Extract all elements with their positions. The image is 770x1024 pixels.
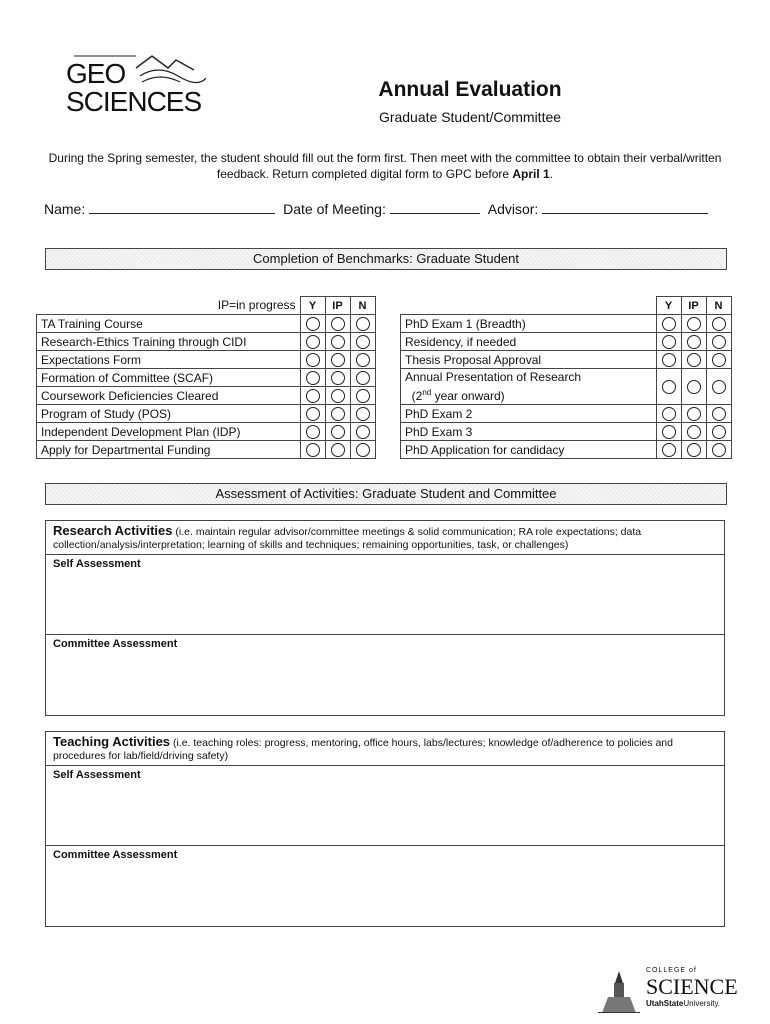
radio-ip[interactable] — [687, 335, 701, 349]
committee-assessment-label: Committee Assessment — [53, 638, 178, 650]
radio-y[interactable] — [662, 353, 676, 367]
radio-ip[interactable] — [331, 443, 345, 457]
item-label: Residency, if needed — [401, 333, 657, 351]
radio-ip[interactable] — [331, 335, 345, 349]
radio-y[interactable] — [662, 407, 676, 421]
table-row — [401, 441, 732, 459]
radio-n[interactable] — [712, 335, 726, 349]
radio-ip[interactable] — [687, 353, 701, 367]
instructions-end: . — [549, 167, 554, 181]
logo-text-sciences: SCIENCES — [66, 86, 202, 117]
radio-y[interactable] — [662, 443, 676, 457]
usu-text-rest: University. — [683, 999, 721, 1008]
advisor-label: Advisor: — [487, 201, 539, 217]
col-n: N — [350, 297, 375, 315]
info-line — [44, 200, 712, 217]
annual-line2-sup: nd — [422, 388, 432, 397]
item-label-annual — [401, 369, 657, 405]
teaching-activities-box — [45, 731, 725, 927]
radio-ip[interactable] — [331, 317, 345, 331]
date-field[interactable] — [390, 200, 480, 214]
radio-y[interactable] — [306, 407, 320, 421]
radio-y[interactable] — [662, 335, 676, 349]
name-label: Name: — [44, 201, 86, 217]
radio-n[interactable] — [356, 407, 370, 421]
annual-line2-post: year onward) — [431, 389, 505, 403]
table-row — [37, 333, 376, 351]
item-label: PhD Exam 1 (Breadth) — [401, 315, 657, 333]
table-row — [37, 405, 376, 423]
radio-ip[interactable] — [331, 407, 345, 421]
table-row — [37, 315, 376, 333]
radio-n[interactable] — [356, 425, 370, 439]
radio-ip[interactable] — [331, 425, 345, 439]
col-y: Y — [656, 297, 681, 315]
teaching-desc: (i.e. teaching roles: progress, mentoring, office hours, labs/lectures; knowledge of/adherence to policies and procedures for lab/field/driving safety) — [53, 737, 673, 762]
old-main-tower-icon — [598, 969, 640, 1013]
radio-y[interactable] — [306, 353, 320, 367]
table-row — [37, 441, 376, 459]
committee-assessment-label: Committee Assessment — [53, 849, 178, 861]
radio-y[interactable] — [306, 335, 320, 349]
table-row — [401, 333, 732, 351]
col-y: Y — [300, 297, 325, 315]
research-header — [46, 521, 724, 555]
radio-n[interactable] — [356, 317, 370, 331]
table-row — [37, 351, 376, 369]
name-field[interactable] — [89, 200, 275, 214]
item-label: Expectations Form — [37, 351, 301, 369]
legend: IP=in progress — [217, 298, 296, 313]
radio-n[interactable] — [712, 380, 726, 394]
radio-ip[interactable] — [687, 425, 701, 439]
radio-ip[interactable] — [331, 389, 345, 403]
teaching-title: Teaching Activities — [53, 734, 171, 749]
radio-y[interactable] — [306, 443, 320, 457]
college-of-text: COLLEGE of — [646, 967, 697, 974]
annual-line1: Annual Presentation of Research — [405, 370, 582, 384]
item-label: Formation of Committee (SCAF) — [37, 369, 301, 387]
radio-n[interactable] — [712, 407, 726, 421]
radio-ip[interactable] — [687, 317, 701, 331]
radio-y[interactable] — [662, 380, 676, 394]
item-label: PhD Exam 3 — [401, 423, 657, 441]
benchmarks-banner: Completion of Benchmarks: Graduate Student — [45, 248, 727, 270]
radio-y[interactable] — [306, 317, 320, 331]
radio-n[interactable] — [356, 389, 370, 403]
radio-ip[interactable] — [687, 443, 701, 457]
page-title: Annual Evaluation — [378, 78, 562, 101]
usu-text — [646, 999, 720, 1008]
research-activities-box — [45, 520, 725, 716]
table-row — [37, 369, 376, 387]
radio-y[interactable] — [306, 425, 320, 439]
assessment-banner: Assessment of Activities: Graduate Student and Committee — [45, 483, 727, 505]
radio-y[interactable] — [662, 317, 676, 331]
radio-n[interactable] — [356, 371, 370, 385]
radio-n[interactable] — [356, 443, 370, 457]
table-row — [401, 369, 732, 405]
table-row — [401, 351, 732, 369]
item-label: Coursework Deficiencies Cleared — [37, 387, 301, 405]
radio-ip[interactable] — [687, 407, 701, 421]
item-label: Apply for Departmental Funding — [37, 441, 301, 459]
col-n: N — [706, 297, 731, 315]
radio-n[interactable] — [712, 443, 726, 457]
research-desc: (i.e. maintain regular advisor/committee meetings & solid communication; RA role expectations; data collection/analysis/interpretation; learning of skills and techniques; remaining opportunities, task, or challenges) — [53, 526, 642, 551]
student-benchmarks-table — [36, 296, 376, 459]
table-row — [401, 423, 732, 441]
teaching-header — [46, 732, 724, 766]
usu-text-bold: UtahState — [646, 999, 684, 1008]
radio-y[interactable] — [306, 389, 320, 403]
research-self-assessment[interactable] — [46, 555, 724, 635]
radio-n[interactable] — [712, 353, 726, 367]
item-label: PhD Application for candidacy — [401, 441, 657, 459]
page-subtitle: Graduate Student/Committee — [378, 109, 562, 125]
self-assessment-label: Self Assessment — [53, 769, 141, 781]
radio-ip[interactable] — [331, 371, 345, 385]
advisor-field[interactable] — [542, 200, 708, 214]
item-label: Research-Ethics Training through CIDI — [37, 333, 301, 351]
deadline: April 1 — [512, 167, 550, 181]
science-text: SCIENCE — [646, 974, 738, 999]
radio-n[interactable] — [712, 425, 726, 439]
radio-y[interactable] — [662, 425, 676, 439]
research-committee-assessment[interactable] — [46, 635, 724, 715]
date-label: Date of Meeting: — [283, 201, 386, 217]
teaching-self-assessment[interactable] — [46, 766, 724, 846]
instructions-text: During the Spring semester, the student should fill out the form first. Then meet with the committee to obtain their verbal/written feedback. Return completed digital form to GPC before — [48, 151, 722, 181]
logo-text-geo: GEO — [66, 58, 126, 89]
research-title: Research Activities — [53, 523, 173, 538]
item-label: Program of Study (POS) — [37, 405, 301, 423]
col-ip: IP — [325, 297, 350, 315]
self-assessment-label: Self Assessment — [53, 558, 141, 570]
col-ip: IP — [681, 297, 706, 315]
radio-n[interactable] — [356, 335, 370, 349]
radio-n[interactable] — [356, 353, 370, 367]
table-row — [37, 423, 376, 441]
table-row — [37, 387, 376, 405]
radio-ip[interactable] — [331, 353, 345, 367]
item-label: Thesis Proposal Approval — [401, 351, 657, 369]
usu-college-of-science-logo — [598, 965, 738, 1015]
table-row — [401, 315, 732, 333]
radio-ip[interactable] — [687, 380, 701, 394]
teaching-committee-assessment[interactable] — [46, 846, 724, 926]
instructions — [40, 150, 730, 182]
item-label: PhD Exam 2 — [401, 405, 657, 423]
item-label: Independent Development Plan (IDP) — [37, 423, 301, 441]
committee-benchmarks-table — [400, 296, 732, 459]
radio-y[interactable] — [306, 371, 320, 385]
radio-n[interactable] — [712, 317, 726, 331]
item-label: TA Training Course — [37, 315, 301, 333]
annual-line2-pre: (2 — [411, 389, 423, 403]
table-row — [401, 405, 732, 423]
